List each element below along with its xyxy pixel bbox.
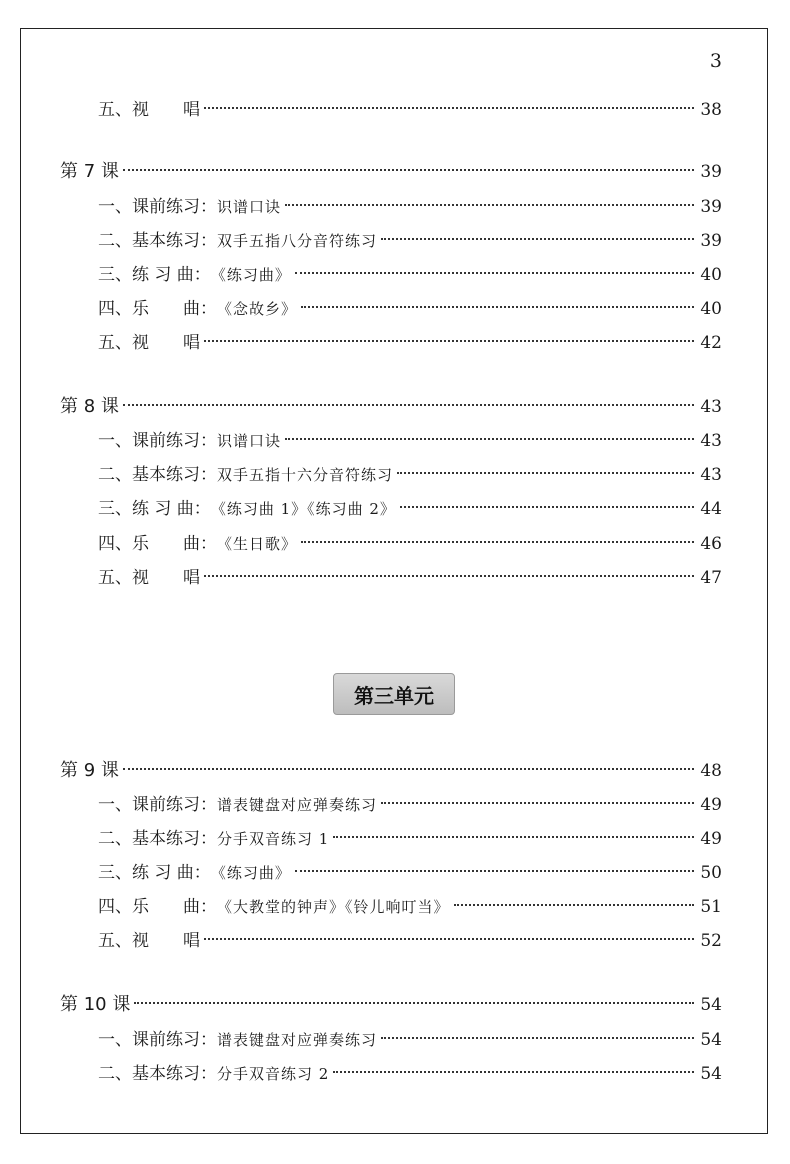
dot-leader	[454, 904, 694, 906]
dot-leader	[123, 169, 694, 171]
toc-entry[interactable]	[98, 227, 722, 255]
dot-leader	[204, 107, 694, 109]
dot-leader	[381, 238, 694, 240]
lesson-title: 第 9 课	[60, 760, 119, 781]
lesson-heading[interactable]	[60, 393, 722, 421]
lesson-heading[interactable]	[60, 757, 722, 785]
toc-entry[interactable]	[98, 1026, 722, 1054]
entry-text: 谱表键盘对应弹奏练习	[217, 1031, 378, 1049]
entry-label: 三、练 习 曲：	[98, 265, 211, 285]
entry-label: 一、课前练习：	[98, 197, 217, 217]
entry-page: 42	[700, 333, 722, 353]
dot-leader	[333, 1071, 694, 1073]
entry-page: 39	[700, 231, 722, 251]
entry-label: 一、课前练习：	[98, 431, 217, 451]
dot-leader	[134, 1002, 694, 1004]
lesson-title: 第 8 课	[60, 396, 119, 417]
entry-page: 52	[700, 931, 722, 951]
page-number: 3	[709, 50, 722, 72]
entry-label: 二、基本练习：	[98, 465, 217, 485]
toc-entry[interactable]	[98, 825, 722, 853]
toc-entry[interactable]	[98, 295, 722, 323]
lesson-title: 第 10 课	[60, 994, 131, 1015]
dot-leader	[204, 575, 694, 577]
dot-leader	[204, 340, 694, 342]
lesson-page: 43	[700, 397, 722, 417]
toc-entry[interactable]	[98, 927, 722, 955]
dot-leader	[333, 836, 694, 838]
entry-page: 38	[700, 100, 722, 120]
dot-leader	[301, 541, 694, 543]
entry-page: 40	[700, 299, 722, 319]
entry-page: 49	[700, 795, 722, 815]
entry-page: 40	[700, 265, 722, 285]
entry-page: 50	[700, 863, 722, 883]
entry-page: 47	[700, 568, 722, 588]
toc-entry[interactable]	[98, 1060, 722, 1088]
entry-label: 二、基本练习：	[98, 1064, 217, 1084]
toc-entry[interactable]	[98, 427, 722, 455]
entry-label: 二、基本练习：	[98, 829, 217, 849]
dot-leader	[123, 404, 694, 406]
lesson-page: 54	[700, 995, 722, 1015]
toc-entry[interactable]	[98, 193, 722, 221]
entry-page: 43	[700, 431, 722, 451]
toc-entry[interactable]	[98, 530, 722, 558]
entry-page: 54	[700, 1064, 722, 1084]
toc-entry[interactable]	[98, 261, 722, 289]
entry-text: 谱表键盘对应弹奏练习	[217, 796, 378, 814]
lesson-heading[interactable]	[60, 991, 722, 1019]
unit-heading: 第三单元	[333, 673, 455, 715]
entry-text: 双手五指十六分音符练习	[217, 466, 394, 484]
toc-entry[interactable]	[98, 495, 722, 523]
entry-text: 分手双音练习 2	[217, 1065, 330, 1083]
entry-page: 54	[700, 1030, 722, 1050]
toc-entry[interactable]	[98, 564, 722, 592]
toc-entry[interactable]	[98, 859, 722, 887]
entry-page: 44	[700, 499, 722, 519]
lesson-heading[interactable]	[60, 158, 722, 186]
dot-leader	[301, 306, 694, 308]
entry-label: 一、课前练习：	[98, 1030, 217, 1050]
entry-label: 四、乐 曲：	[98, 299, 217, 319]
entry-label: 五、视 唱	[98, 100, 200, 120]
lesson-page: 48	[700, 761, 722, 781]
entry-label: 四、乐 曲：	[98, 897, 217, 917]
toc-entry[interactable]	[98, 461, 722, 489]
toc-entry[interactable]	[98, 329, 722, 357]
dot-leader	[397, 472, 694, 474]
dot-leader	[285, 204, 694, 206]
dot-leader	[285, 438, 694, 440]
entry-page: 46	[700, 534, 722, 554]
entry-text: 《练习曲 1》《练习曲 2》	[210, 500, 396, 518]
entry-text: 《大教堂的钟声》《铃儿响叮当》	[217, 898, 450, 916]
entry-page: 51	[700, 897, 722, 917]
entry-label: 四、乐 曲：	[98, 534, 217, 554]
dot-leader	[295, 272, 694, 274]
entry-label: 五、视 唱	[98, 333, 200, 353]
entry-page: 49	[700, 829, 722, 849]
entry-label: 三、练 习 曲：	[98, 499, 211, 519]
entry-label: 五、视 唱	[98, 931, 200, 951]
entry-text: 识谱口诀	[217, 432, 282, 450]
toc-entry[interactable]	[98, 96, 722, 124]
toc-entry[interactable]	[98, 791, 722, 819]
entry-page: 43	[700, 465, 722, 485]
entry-text: 《念故乡》	[217, 300, 298, 318]
toc-entry[interactable]	[98, 893, 722, 921]
entry-text: 双手五指八分音符练习	[217, 232, 378, 250]
entry-text: 分手双音练习 1	[217, 830, 330, 848]
dot-leader	[400, 506, 694, 508]
entry-text: 《练习曲》	[210, 864, 291, 882]
dot-leader	[204, 938, 694, 940]
entry-text: 《生日歌》	[217, 535, 298, 553]
entry-label: 五、视 唱	[98, 568, 200, 588]
dot-leader	[123, 768, 694, 770]
lesson-title: 第 7 课	[60, 161, 119, 182]
dot-leader	[381, 1037, 694, 1039]
entry-text: 识谱口诀	[217, 198, 282, 216]
entry-label: 三、练 习 曲：	[98, 863, 211, 883]
entry-page: 39	[700, 197, 722, 217]
lesson-page: 39	[700, 162, 722, 182]
entry-label: 一、课前练习：	[98, 795, 217, 815]
entry-text: 《练习曲》	[210, 266, 291, 284]
dot-leader	[295, 870, 694, 872]
entry-label: 二、基本练习：	[98, 231, 217, 251]
dot-leader	[381, 802, 694, 804]
